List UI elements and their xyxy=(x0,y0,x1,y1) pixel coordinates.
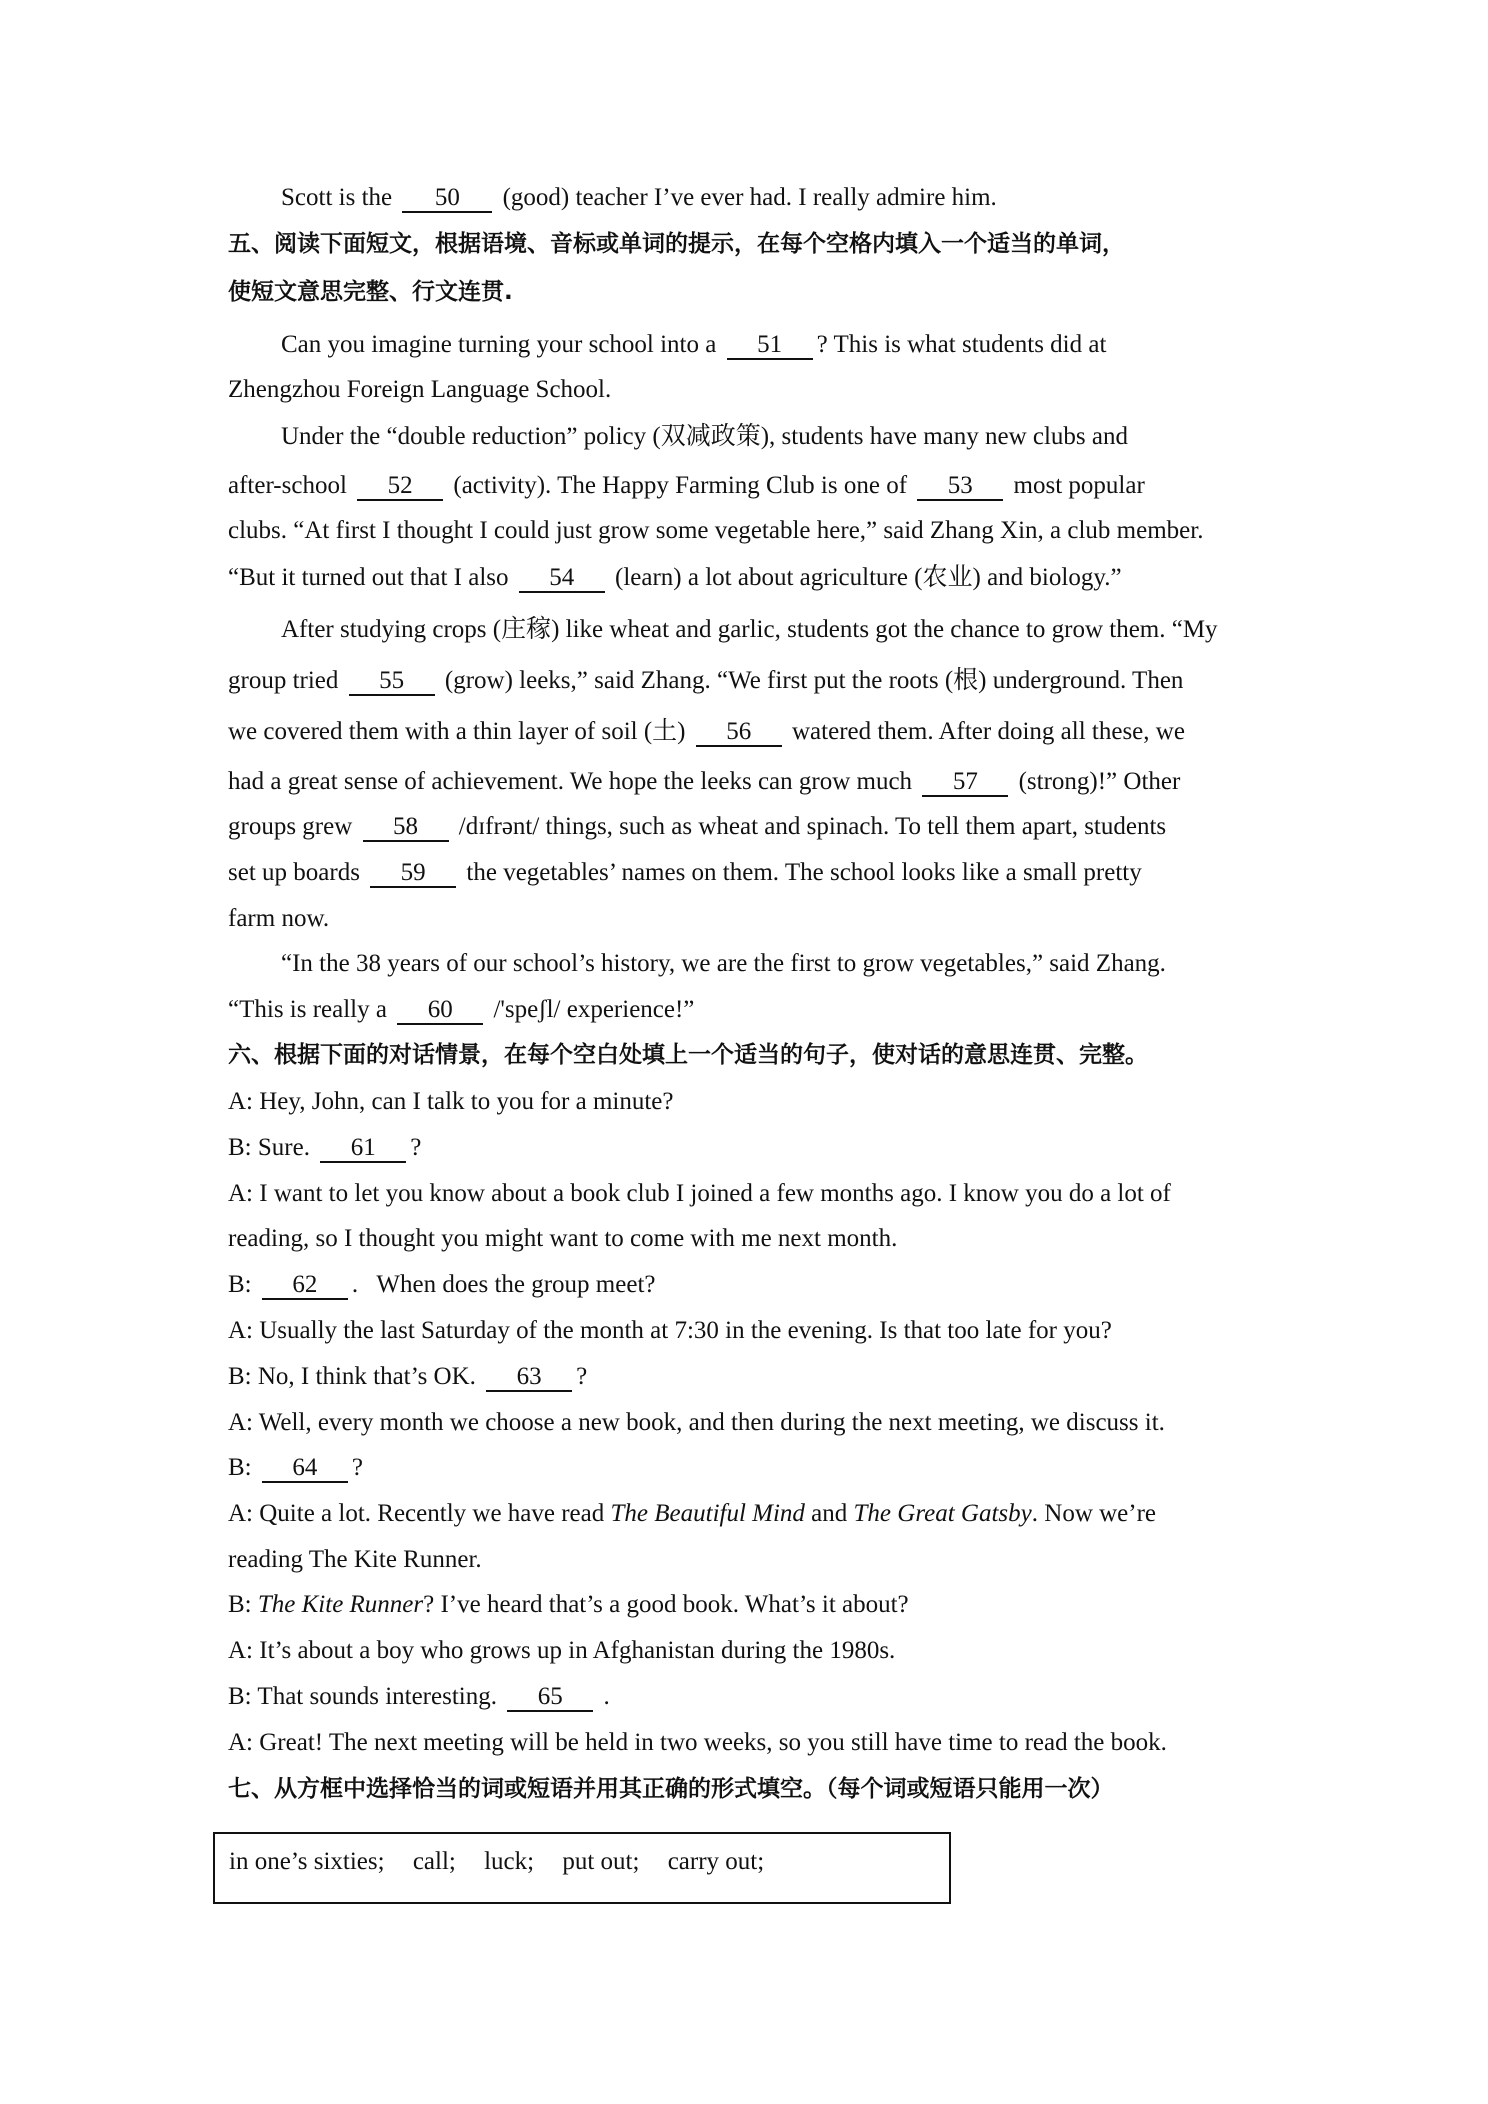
blank-54[interactable]: 54 xyxy=(519,565,605,593)
word-option: call; xyxy=(412,1848,456,1875)
text: (good) teacher I’ve ever had. I really admire him. xyxy=(502,184,997,211)
passage-line: “In the 38 years of our school’s history, we are the first to grow vegetables,” said Zhang. xyxy=(281,950,1166,977)
text: /dɪfrənt/ things, such as wheat and spinach. To tell them apart, students xyxy=(458,813,1167,840)
text: groups grew xyxy=(228,813,353,840)
text: “This is really a xyxy=(228,996,387,1023)
text: watered them. After doing all these, we xyxy=(792,718,1185,745)
passage-line xyxy=(281,329,1291,363)
text: /'speʃl/ experience!” xyxy=(493,996,695,1023)
blank-60[interactable]: 60 xyxy=(397,997,483,1025)
dialogue-line: A: It’s about a boy who grows up in Afghanistan during the 1980s. xyxy=(228,1637,896,1664)
passage-line: clubs. “At first I thought I could just grow some vegetable here,” said Zhang Xin, a club member. xyxy=(228,517,1204,544)
text: Scott is the xyxy=(281,184,393,211)
dialogue-line: A: Well, every month we choose a new book, and then during the next meeting, we discuss it. xyxy=(228,1409,1165,1436)
dialogue-line: A: Usually the last Saturday of the month at 7:30 in the evening. Is that too late for you? xyxy=(228,1317,1112,1344)
text: Can you imagine turning your school into a xyxy=(281,331,717,358)
word-option: put out; xyxy=(562,1848,640,1875)
passage-line: farm now. xyxy=(228,905,330,932)
blank-62[interactable]: 62 xyxy=(262,1272,348,1300)
passage-line xyxy=(228,994,1288,1028)
passage-line xyxy=(228,766,1288,800)
text: ? xyxy=(351,1454,363,1481)
word-option: carry out; xyxy=(667,1848,765,1875)
passage-line xyxy=(228,562,1288,596)
blank-53[interactable]: 53 xyxy=(917,473,1003,501)
dialogue-line xyxy=(228,1589,1288,1623)
text: most popular xyxy=(1013,472,1145,499)
blank-52[interactable]: 52 xyxy=(357,473,443,501)
passage-line xyxy=(228,665,1288,699)
text: ? xyxy=(410,1134,422,1161)
text: had a great sense of achievement. We hope the leeks can grow much xyxy=(228,768,913,795)
blank-65[interactable]: 65 xyxy=(507,1684,593,1712)
text: (grow) leeks,” said Zhang. “We first put the roots (根) underground. Then xyxy=(444,667,1184,694)
blank-57[interactable]: 57 xyxy=(922,769,1008,797)
text: (activity). The Happy Farming Club is one of xyxy=(453,472,908,499)
text: A: Quite a lot. Recently we have read xyxy=(228,1500,605,1527)
text: (learn) a lot about agriculture (农业) and biology.” xyxy=(615,564,1122,591)
book-title: The Great Gatsby xyxy=(853,1500,1032,1527)
text: B: xyxy=(228,1271,252,1298)
text: ? xyxy=(576,1363,588,1390)
text: B: No, I think that’s OK. xyxy=(228,1363,476,1390)
blank-64[interactable]: 64 xyxy=(262,1455,348,1483)
text: “But it turned out that I also xyxy=(228,564,509,591)
section-5-heading-cont: 使短文意思完整、行文连贯. xyxy=(228,279,513,305)
blank-56[interactable]: 56 xyxy=(696,719,782,747)
text: B: Sure. xyxy=(228,1134,310,1161)
blank-50[interactable]: 50 xyxy=(402,185,492,213)
passage-line xyxy=(228,716,1288,750)
text: B: xyxy=(228,1454,252,1481)
text: and xyxy=(811,1500,848,1527)
dialogue-line xyxy=(228,1132,1288,1166)
word-box xyxy=(213,1832,951,1904)
blank-55[interactable]: 55 xyxy=(349,668,435,696)
text: after-school xyxy=(228,472,347,499)
text: the vegetables’ names on them. The school looks like a small pretty xyxy=(466,859,1142,886)
text: ? This is what students did at xyxy=(816,331,1107,358)
passage-line xyxy=(228,857,1288,891)
text: group tried xyxy=(228,667,339,694)
text: B: xyxy=(228,1591,252,1618)
dialogue-line: A: Hey, John, can I talk to you for a minute? xyxy=(228,1088,674,1115)
passage-line: Zhengzhou Foreign Language School. xyxy=(228,376,612,403)
text: . When does the group meet? xyxy=(351,1271,656,1298)
text: B: That sounds interesting. xyxy=(228,1683,497,1710)
blank-59[interactable]: 59 xyxy=(370,860,456,888)
blank-63[interactable]: 63 xyxy=(486,1364,572,1392)
section-7-heading: 七、从方框中选择恰当的词或短语并用其正确的形式填空。（每个词或短语只能用一次） xyxy=(228,1776,1114,1802)
text: . Now we’re xyxy=(1031,1500,1157,1527)
passage-line: After studying crops (庄稼) like wheat and garlic, students got the chance to grow them. “My xyxy=(281,616,1218,643)
word-option: luck; xyxy=(484,1848,535,1875)
section-6-heading: 六、根据下面的对话情景，在每个空白处填上一个适当的句子，使对话的意思连贯、完整。 xyxy=(228,1042,1148,1068)
dialogue-line: reading, so I thought you might want to come with me next month. xyxy=(228,1225,898,1252)
text: set up boards xyxy=(228,859,360,886)
text: ? I’ve heard that’s a good book. What’s it about? xyxy=(423,1591,909,1618)
text: . xyxy=(603,1683,610,1710)
text: we covered them with a thin layer of soil (土) xyxy=(228,718,686,745)
dialogue-line: A: Great! The next meeting will be held in two weeks, so you still have time to read the book. xyxy=(228,1729,1167,1756)
dialogue-line xyxy=(228,1681,1288,1715)
passage-line: Under the “double reduction” policy (双减政策), students have many new clubs and xyxy=(281,423,1128,450)
dialogue-line xyxy=(228,1361,1288,1395)
word-option: in one’s sixties; xyxy=(229,1848,385,1875)
blank-51[interactable]: 51 xyxy=(727,332,813,360)
dialogue-line: reading The Kite Runner. xyxy=(228,1546,482,1573)
text: (strong)!” Other xyxy=(1018,768,1181,795)
dialogue-line xyxy=(228,1452,1288,1486)
passage-line xyxy=(228,811,1288,845)
book-title: The Beautiful Mind xyxy=(610,1500,805,1527)
passage-line xyxy=(228,470,1288,504)
dialogue-line xyxy=(228,1269,1288,1303)
section-5-heading: 五、阅读下面短文，根据语境、音标或单词的提示，在每个空格内填入一个适当的单词， xyxy=(228,231,1125,257)
book-title: The Kite Runner xyxy=(257,1591,424,1618)
dialogue-line: A: I want to let you know about a book club I joined a few months ago. I know you do a lot of xyxy=(228,1180,1171,1207)
blank-61[interactable]: 61 xyxy=(320,1135,406,1163)
question-50-line xyxy=(281,182,1291,216)
dialogue-line xyxy=(228,1498,1288,1532)
blank-58[interactable]: 58 xyxy=(363,814,449,842)
